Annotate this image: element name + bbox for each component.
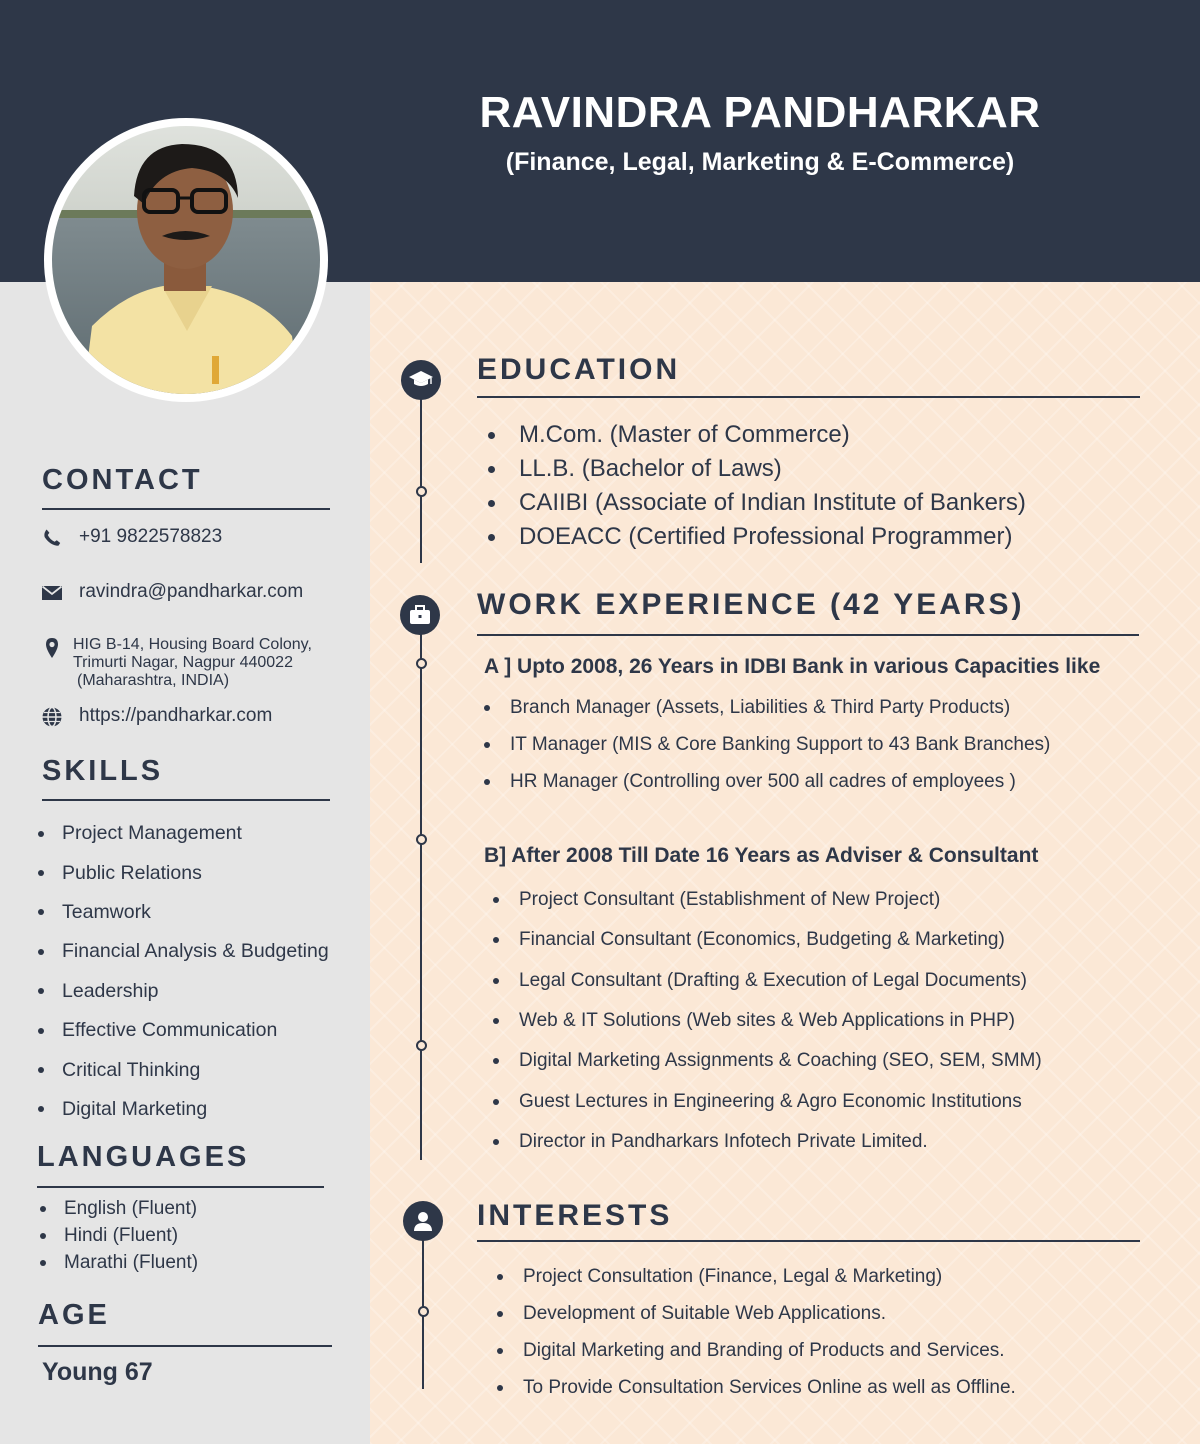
list-item: Guest Lectures in Engineering & Agro Economic Institutions [493,1081,1042,1121]
education-list [488,418,1026,554]
list-item: Digital Marketing [38,1090,329,1129]
work-part-b-list [493,880,1042,1162]
work-part-a-heading: A ] Upto 2008, 26 Years in IDBI Bank in various Capacities like [484,655,1101,678]
timeline-node [416,1040,427,1051]
portrait-image [52,126,320,394]
languages-heading: LANGUAGES [37,1141,250,1173]
list-item: Teamwork [38,893,329,932]
phone-icon [40,526,64,550]
timeline-line [420,630,422,1160]
website-link: https://pandharkar.com [79,705,273,726]
page-subtitle: (Finance, Legal, Marketing & E-Commerce) [505,148,1015,176]
location-pin-icon [40,636,64,660]
age-heading: AGE [38,1299,110,1331]
profile-photo [44,118,328,402]
list-item: Financial Analysis & Budgeting [38,932,329,971]
list-item: Project Consultant (Establishment of New Project) [493,880,1042,920]
list-item: Public Relations [38,853,329,892]
mail-icon [40,581,64,605]
list-item: Marathi (Fluent) [40,1249,198,1276]
user-icon [412,1210,434,1232]
interests-heading: INTERESTS [477,1199,673,1232]
timeline-line [420,395,422,563]
contact-email[interactable] [40,581,303,605]
work-part-b-heading: B] After 2008 Till Date 16 Years as Adviser & Consultant [484,844,1039,867]
list-item: Effective Communication [38,1011,329,1050]
skills-divider [42,799,330,801]
age-divider [38,1345,332,1347]
phone-number: +91 9822578823 [79,526,223,547]
list-item: Legal Consultant (Drafting & Execution of Legal Documents) [493,961,1042,1001]
graduation-cap-icon [408,370,434,390]
list-item: IT Manager (MIS & Core Banking Support to 43 Bank Branches) [484,726,1050,763]
contact-heading: CONTACT [42,464,203,496]
contact-divider [42,508,330,510]
contact-address [40,636,312,690]
briefcase-icon [408,604,432,626]
age-value: Young 67 [42,1358,153,1386]
user-badge [403,1201,443,1241]
briefcase-badge [400,595,440,635]
interests-divider [477,1240,1140,1242]
graduation-cap-badge [401,360,441,400]
timeline-node [416,486,427,497]
list-item: Financial Consultant (Economics, Budgeting & Marketing) [493,920,1042,960]
timeline-node [416,658,427,669]
list-item: M.Com. (Master of Commerce) [488,418,1026,452]
list-item: HR Manager (Controlling over 500 all cadres of employees ) [484,763,1050,800]
interests-list [497,1258,1016,1406]
list-item: Project Consultation (Finance, Legal & Marketing) [497,1258,1016,1295]
page-title: RAVINDRA PANDHARKAR [479,88,1041,137]
list-item: Digital Marketing and Branding of Products and Services. [497,1332,1016,1369]
contact-website[interactable] [40,705,272,729]
list-item: To Provide Consultation Services Online as well as Offline. [497,1369,1016,1406]
globe-icon [40,705,64,729]
list-item: Leadership [38,972,329,1011]
list-item: Project Management [38,814,329,853]
list-item: Director in Pandharkars Infotech Private Limited. [493,1122,1042,1162]
email-address: ravindra@pandharkar.com [79,581,304,602]
address-block [73,636,312,690]
contact-phone[interactable] [40,526,222,550]
list-item: Branch Manager (Assets, Liabilities & Third Party Products) [484,689,1050,726]
list-item: Critical Thinking [38,1050,329,1089]
languages-divider [37,1186,324,1188]
address-line-1: HIG B-14, Housing Board Colony, [73,636,312,653]
address-line-2: Trimurti Nagar, Nagpur 440022 [73,654,293,671]
skills-heading: SKILLS [42,755,164,787]
list-item: Hindi (Fluent) [40,1222,198,1249]
work-part-a-list [484,689,1050,800]
list-item: DOEACC (Certified Professional Programmer) [488,520,1026,554]
list-item: CAIIBI (Associate of Indian Institute of Bankers) [488,486,1026,520]
address-line-3: (Maharashtra, INDIA) [77,672,230,689]
list-item: LL.B. (Bachelor of Laws) [488,452,1026,486]
timeline-node [418,1306,429,1317]
skills-list [38,814,329,1129]
work-heading: WORK EXPERIENCE (42 YEARS) [477,588,1025,621]
languages-list [40,1195,198,1276]
list-item: Development of Suitable Web Applications. [497,1295,1016,1332]
list-item: Web & IT Solutions (Web sites & Web Applications in PHP) [493,1001,1042,1041]
education-divider [477,396,1140,398]
list-item: English (Fluent) [40,1195,198,1222]
timeline-node [416,834,427,845]
work-divider [477,634,1139,636]
education-heading: EDUCATION [477,353,681,386]
list-item: Digital Marketing Assignments & Coaching (SEO, SEM, SMM) [493,1041,1042,1081]
